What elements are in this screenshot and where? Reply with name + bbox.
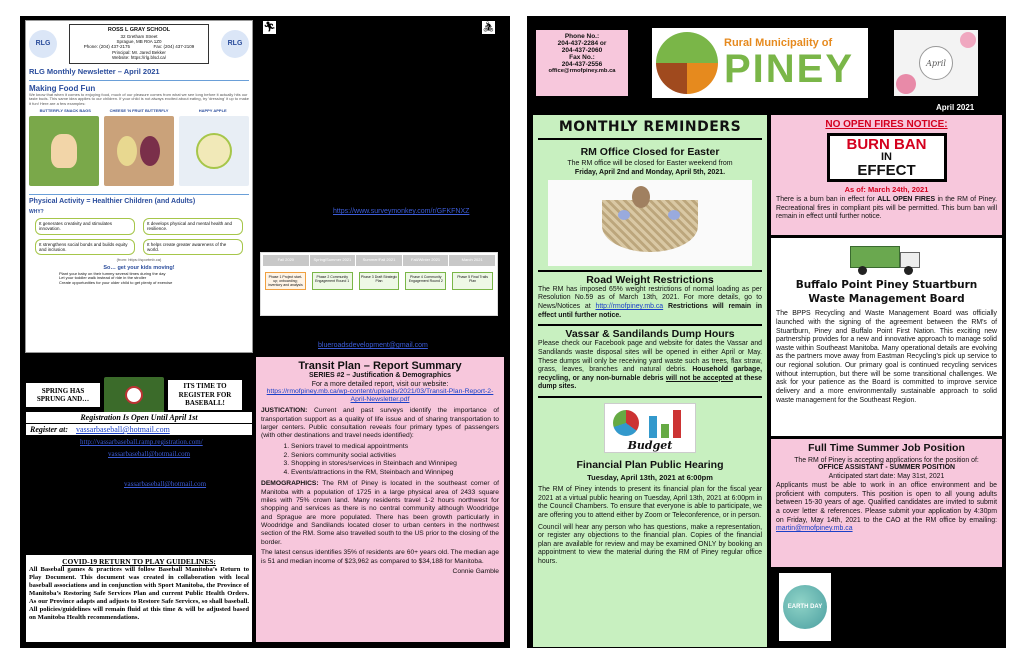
piney-logo [652,28,868,98]
office-email: office@rmofpiney.mb.ca [548,68,616,74]
easter-basket-icon [548,180,752,266]
easter-dates: Friday, April 2nd and Monday, April 5th, 2021. [574,168,726,176]
job-position: OFFICE ASSISTANT - SUMMER POSITION [817,464,956,471]
easter-text: The RM office will be closed for Easter weekend from [567,160,733,167]
phase-1: Phase 1 Project start-up; onboarding; inventory and analysis [265,272,306,291]
transit-title: Transit Plan – Report Summary [298,360,462,372]
phase-3: Phase 3 Draft Strategic Plan [359,272,400,291]
cheese-fruit-butterfly-image [104,116,174,186]
fire-title: NO OPEN FIRES NOTICE: [825,119,948,130]
easter-title: RM Office Closed for Easter [580,146,720,158]
phone-2: 204-437-2060 [561,47,603,54]
contact-box [536,30,628,96]
snack-label-2: CHEESE 'N FRUIT BUTTERFLY [109,107,169,113]
burn-ban-sign [827,133,947,182]
phase-5: Phase 5 Final Trails Plan [452,272,493,291]
rlg-logo-icon-right: RLG [221,30,249,58]
tip-2: Let your toddler walk instead of ride in the stroller [59,275,147,281]
passenger-types-list [273,443,499,478]
timeline-step-2: Spring/Summer 2021 [310,255,356,266]
justification-text: Current and past surveys identify the importance of transportation support as a quality of life issue and of sharing transportation to larger centers. Public consultation reveals four primary types of passengers (with other destinations and travel needs identified): [261,407,500,440]
school-city: Sprague, MB R0A 1Z0 [116,38,162,44]
summer-job-box [771,439,1002,567]
road-text-block [538,286,762,321]
fire-text-block [776,196,997,222]
budget-chart-icon [604,403,696,453]
tip-3: Create opportunities for your older child to get plenty of exercise [59,280,173,286]
school-phone: Phone: (204) 437-2175 [83,44,131,50]
road-title: Road Weight Restrictions [586,273,714,286]
rlg-logo-icon: RLG [29,30,57,58]
dump-text: Please check our Facebook page and website for dates the Vassar and Sandilands waste disposal sites will be opened in either April or May. These dumps will only be receiving yard waste such as trees, flax straw, grass, leaves, branches and natural debris. [538,340,762,374]
list-item: 3. Shopping in stores/services in Steinbach and Winnipeg [291,460,499,469]
rm-small-text: Rural Municipality of [724,37,833,49]
road-text: The RM has imposed 65% weight restrictions of normal loading as per Resolution No.59 as of March 13th, 2021. For more details, go to News/Notices at [538,285,762,310]
road-link[interactable]: http://rmofpiney.mb.ca [595,303,664,310]
benefit-3: It strengthens social bonds and builds equity and inclusion. [35,239,135,256]
timeline-step-4: Fall/Winter 2021 [403,255,449,266]
food-heading: Making Food Fun [29,83,96,93]
fire-notice-box [771,115,1002,235]
butterfly-snack-image [29,116,99,186]
reminders-column [533,115,767,647]
financial-text-1: The RM of Piney intends to present its financial plan for the fiscal year 2021 at a virtual public hearing on Tuesday, April 13th, 2021 at 6:00pm in the Council Chambers. To ensure that everyone is able to participate, we are offering you to attend either by Zoom or Teleconference, or in person. [538,486,762,519]
earth-day-text: EARTH DAY [787,604,823,610]
rm-big-text: PINEY [724,47,855,91]
transit-subtitle: SERIES #2 – Justification & Demographics [309,372,451,379]
waste-title: Buffalo Point Piney Stuartburn Waste Management Board [795,279,978,306]
school-fax: Fax: (204) 437-2109 [153,44,195,50]
road-bold: Restrictions will remain in effect until further notice. [538,303,763,319]
justification-label: JUSTICATION: [261,407,308,415]
food-text: We know that when it comes to enjoying food, much of our pleasure comes from what we see long before it actually hits our taste buds. This same idea applies to our children. If your child is not always excited about eating, try 'dressing' it up to make it fun! Here are a few examples: [29,91,250,107]
phase-2: Phase 2 Community Engagement Round 1 [312,272,353,291]
leaf-logo-icon [656,32,718,94]
phone-1: 204-437-2284 or [557,40,607,47]
baseball-banner [26,377,252,413]
from-source: (from: https://sportmb.ca) [116,257,162,263]
list-item: 2. Seniors community social activities [291,452,499,461]
transit-demographics [261,480,499,547]
census-text: The latest census identifies 35% of residents are 60+ years old. The median age is 51 and median income of $23,962 as compared to $34,188 for Manitoba. [261,549,499,565]
spring-sprung-text: SPRING HAS SPRUNG AND… [26,383,100,408]
running-icon: 🏃︎ [263,22,276,33]
financial-date: Tuesday, April 13th, 2021 at 6:00pm [587,473,713,482]
activity-heading: Physical Activity = Healthier Children (and Adults) [29,197,196,205]
burn-ban-line-3: EFFECT [857,162,916,179]
school-info-box [69,24,209,64]
demographics-text: The RM of Piney is located in the southeast corner of Manitoba with a population of 1725 in a large physical area of 2433 square miles with 75% crown land. Many residents travel 1-2 hours northwest for shopping and services as there is no central community although Woodridge and Sprague are more populated. There has been growth particularly in Woodridge and Sandilands located closer to urban centers in the northwest section of the RM. Some also travelled south to the US prior to the closing of the border. [261,480,499,546]
job-title: Full Time Summer Job Position [808,442,965,454]
job-text-block [776,482,997,534]
burn-as-of: As of: March 24th, 2021 [844,185,929,194]
covid-guidelines-box [26,555,252,642]
school-address: 32 Gretham Street [120,33,158,39]
tip-1: Plant your baby on their tummy several times during the day [59,270,166,276]
april-card-text: April [926,58,946,68]
benefit-2: It develops physical and mental health and resilience. [143,218,243,235]
registration-open: Registration Is Open Until April 1st [26,412,252,423]
phase-4: Phase 4 Community Engagement Round 2 [405,272,446,291]
budget-word: Budget [627,439,673,452]
dump-bold: Household garbage, recycling, or any non-burnable debris [538,366,762,382]
list-item: 1. Seniors travel to medical appointments [291,443,499,452]
apple-icon [196,133,232,169]
dump-title: Vassar & Sandilands Dump Hours [565,328,735,341]
job-intro: The RM of Piney is accepting applications for the position of: [794,457,979,464]
fire-text-b: in the RM of Piney. Recreational fires in compliant pits will be permitted. This burn ban will remain in effect until further notice. [776,196,997,221]
snack-label-1: BUTTERFLY SNACK BAGS [39,107,91,113]
trails-timeline [260,252,498,316]
baseball-email-link-1[interactable]: vassarbaseball@hotmail.com [76,425,170,434]
why-label: WHY? [29,208,44,215]
covid-title: COVID-19 RETURN TO PLAY GUIDELINES: [62,557,216,566]
timeline-step-5: March 2021 [449,255,495,266]
waste-management-box [771,238,1002,436]
benefit-1: It generates creativity and stimulates innovation. [35,218,135,235]
waste-text: The BPPS Recycling and Waste Management Board was officially launched with the signing of the agreement between the RM's of Stuartburn, Piney and Buffalo Point First Nation. This exciting new partnership provides for a new and innovative approach to manage solid waste within Southeast Manitoba. Many operational details are evolving as the partners move away from Eastman Recycling's pick up service to our regional solution. Our primary goal is continued recycling services without interruption, but there will be some transitional challenges. We ask for your patience as the Board is committed to improve service delivery and a more environmentally sustainable approach to solid waste management for the Southeast Region. [776,310,997,404]
register-baseball-text: ITS TIME TO REGISTER FOR BASEBALL! [168,380,242,409]
newsletter-date: April 2021 [936,103,975,112]
transit-author: Connie Gamble [452,567,499,575]
timeline-step-3: Summer/Fall 2021 [356,255,402,266]
benefit-4: It helps create greater awareness of the world. [143,239,243,256]
burn-ban-line-2: IN [881,151,892,163]
timeline-step-1: Fall 2020 [263,255,309,266]
dump-text-block [538,340,762,392]
register-at-label: Register at: [30,425,68,434]
register-at-line [26,424,252,435]
snack-label-3: HAPPY APPLE [198,107,227,113]
school-website: Website: https://rlg.blsd.ca/ [112,55,166,61]
transit-report-link[interactable]: https://rmofpiney.mb.ca/wp-content/uploads/2021/03/Transit-Plan-Report-2-April-Newsletter.pdf [266,388,494,404]
baseball-image [104,377,164,413]
baseball-email-link-3[interactable]: vassarbaseball@hotmail.com [124,480,207,488]
job-start: Anticipated start date: May 31st, 2021 [828,473,945,480]
transit-plan-box [256,357,504,642]
school-newsletter [25,20,253,353]
baseball-email-link-2[interactable]: vassarbaseball@hotmail.com [108,450,191,458]
earth-day-image [779,573,831,641]
april-card [894,30,978,96]
transit-justification [261,407,499,441]
job-email-link[interactable]: martin@rmofpiney.mb.ca [776,525,853,533]
dump-not-accepted: will not be accepted [665,374,733,382]
newsletter-header [29,24,249,64]
fire-text-a: There is a burn ban in effect for [776,196,875,203]
get-moving: So… get your kids moving! [103,265,175,272]
recycling-truck-icon [850,242,924,276]
reminders-title: MONTHLY REMINDERS [538,119,762,140]
job-text: Applicants must be able to work in an office environment and be proficient with computers. This position is open to all young adults between 15-30 years of age. Qualified candidates are invited to submit a cover letter & references. Please submit your application by 4:30pm on Friday, May 14th, 2021 to the CAO at the RM office by emailing: [776,482,997,524]
happy-apple-image [179,116,249,186]
school-name: ROSS L GRAY SCHOOL [107,27,171,33]
blueroads-email-link[interactable]: blueroadsdevelopment@gmail.com [318,342,428,349]
list-item: 4. Events/attractions in the RM, Steinbach and Winnipeg [291,469,499,478]
burn-ban-line-1: BURN BAN [846,136,927,153]
baseball-registration-link[interactable]: http://vassarbaseball.ramp.registration.com/ [80,438,203,446]
phone-label: Phone No.: [564,33,600,40]
school-principal: Principal: Mr. Jared Bekker [112,49,166,55]
financial-title: Financial Plan Public Hearing [576,459,724,471]
survey-link[interactable]: https://www.surveymonkey.com/r/GFKFNXZ [333,208,470,215]
newsletter-title: RLG Monthly Newsletter – April 2021 [29,66,160,76]
soccer-ball-icon [125,386,143,404]
fire-text-bold: ALL OPEN FIRES [877,196,936,203]
fax-label: Fax No.: [569,54,595,61]
transit-intro: For a more detailed report, visit our website: [311,381,449,388]
demographics-label: DEMOGRAPHICS: [261,480,319,488]
fax-number: 204-437-2556 [561,61,603,68]
covid-text: All Baseball games & practices will follow Baseball Manitoba’s Return to Play Document. This document was created in collaboration with local baseball associations and in conjunction with Sport Manitoba, the Province of Manitoba’s Restoring Safe Services Plan and current Public Health Orders. As our Province adapts and adjusts to Restore Safe Services, so shall baseball. All policies/guidelines will remain fluid at this time & will be adjusted based on Manitoba Health recommendations. [29,566,249,622]
dump-end: at these dump sites. [538,374,762,391]
cycling-icon: 🚴︎ [482,22,495,33]
financial-text-2: Council will hear any person who has questions, make a representation, or register any objections to the financial plan. Copies of the financial plan are available for review and may be examined ONLY by booking an appointment to view the material during the RM of Piney regular office hours. [538,523,762,565]
